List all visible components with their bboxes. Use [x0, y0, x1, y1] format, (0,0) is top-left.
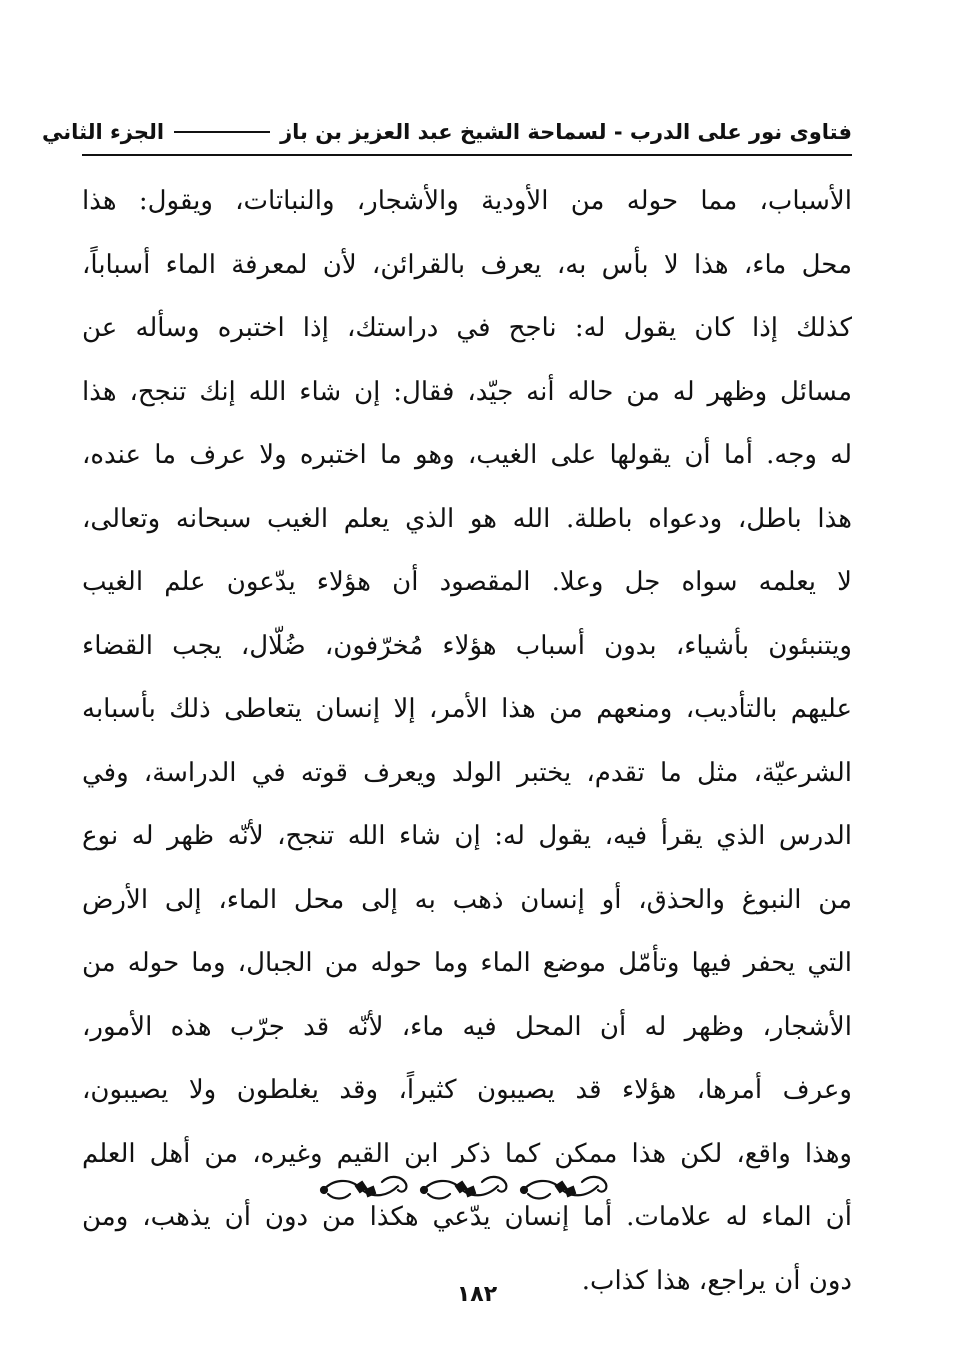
text-line: كذلك إذا كان يقول له: ناجح في دراستك، إذا اختبره وسأله عن — [82, 313, 852, 343]
header-underline — [82, 154, 852, 156]
text-line: هذا باطل، ودعواه باطلة. الله هو الذي يعلم الغيب سبحانه وتعالى، — [82, 503, 852, 534]
text-line: عليهم بالتأديب، ومنعهم من هذا الأمر، إلا إنسان يتعاطى ذلك بأسبابه — [82, 694, 852, 724]
floral-ornament-divider-icon — [312, 1168, 622, 1210]
volume-part-label: الجزء الثاني — [42, 120, 165, 144]
book-title: فتاوى نور على الدرب - لسماحة الشيخ عبد العزيز بن باز — [280, 120, 852, 144]
text-line: الشرعيّة، مثل ما تقدم، يختبر الولد ويعرف قوته في الدراسة، وفي — [82, 757, 852, 788]
header-separator-rule — [174, 131, 270, 133]
text-line: لا يعلمه سواه جل وعلا. المقصود أن هؤلاء يدّعون علم الغيب — [82, 567, 852, 597]
text-line: أن الماء له علامات. أما إنسان يدّعي هكذا من دون أن يذهب، ومن — [82, 1202, 852, 1232]
text-line: محل ماء، هذا لا بأس به، يعرف بالقرائن، لأن لمعرفة الماء أسباباً، — [82, 249, 852, 280]
text-line-last: دون أن يراجع، هذا كذاب. — [581, 1265, 852, 1296]
text-line: وهذا واقع، لكن هذا ممكن كما ذكر ابن القيم وغيره، من أهل العلم — [82, 1138, 852, 1169]
running-header — [42, 112, 852, 152]
text-line: الأسباب، مما حوله من الأودية والأشجار، والنباتات، ويقول: هذا — [82, 186, 852, 216]
text-line: الأشجار، وظهر له أن المحل فيه ماء، لأنّه قد جرّب هذه الأمور، — [82, 1011, 852, 1042]
body-text — [82, 170, 852, 1313]
text-line: الدرس الذي يقرأ فيه، يقول له: إن شاء الله تنجح، لأنّه ظهر له نوع — [82, 821, 852, 851]
text-line: له وجه. أما أن يقولها على الغيب، وهو ما اختبره ولا عرف ما عنده، — [82, 440, 852, 470]
text-line: من النبوغ والحذق، أو إنسان ذهب به إلى محل الماء، إلى الأرض — [82, 884, 852, 915]
text-line: التي يحفر فيها وتأمّل موضع الماء وما حوله من الجبال، وما حوله من — [82, 948, 852, 978]
text-line: مسائل وظهر له من حاله أنه جيّد، فقال: إن شاء الله إنك تنجح، هذا — [82, 376, 852, 407]
text-line: وعرف أمرها، هؤلاء قد يصيبون كثيراً، وقد يغلطون ولا يصيبون، — [82, 1075, 852, 1105]
text-line: ويتنبئون بأشياء، بدون أسباب هؤلاء مُخرّفون، ضُلّال، يجب القضاء — [82, 630, 852, 661]
page-number: ١٨٢ — [456, 1282, 498, 1307]
